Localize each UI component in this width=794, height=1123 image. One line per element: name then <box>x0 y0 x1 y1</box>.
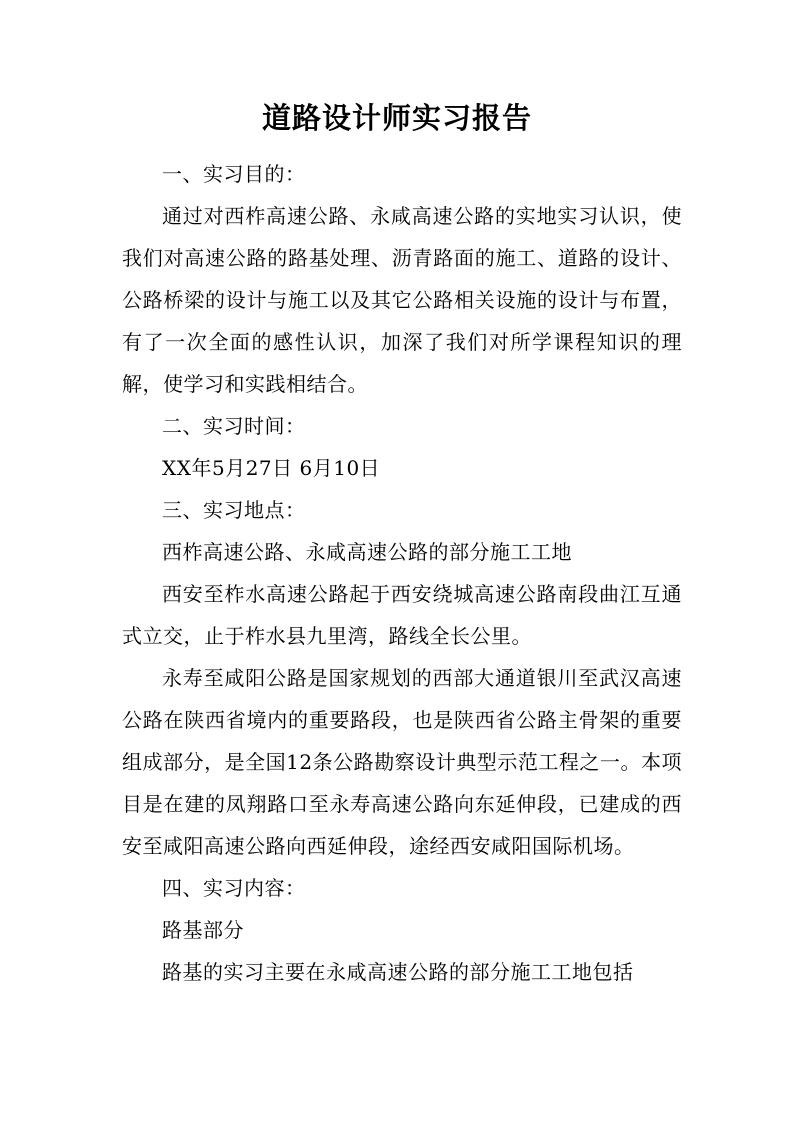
paragraph-location: 西柞高速公路、永咸高速公路的部分施工工地 <box>162 540 572 564</box>
paragraph-time: XX年5月27日 6月10日 <box>162 456 381 480</box>
paragraph-xizha-highway: 西安至柞水高速公路起于西安绕城高速公路南段曲江互通式立交，止于柞水县九里湾，路线全长公里。 <box>122 582 682 648</box>
section-heading-purpose: 一、实习目的： <box>162 162 306 186</box>
subheading-subgrade: 路基部分 <box>162 918 244 942</box>
paragraph-subgrade: 路基的实习主要在永咸高速公路的部分施工工地包括 <box>162 960 634 984</box>
section-heading-time: 二、实习时间： <box>162 414 306 438</box>
document-body <box>122 153 682 993</box>
document-title: 道路设计师实习报告 <box>261 101 532 135</box>
section-heading-content: 四、实习内容： <box>162 876 306 900</box>
paragraph-purpose: 通过对西柞高速公路、永咸高速公路的实地实习认识，使我们对高速公路的路基处理、沥青路面的施工、道路的设计、公路桥梁的设计与施工以及其它公路相关设施的设计与布置，有了一次全面的感性认识，加深了我们对所学课程知识的理解，使学习和实践相结合。 <box>122 204 682 396</box>
section-heading-location: 三、实习地点： <box>162 498 306 522</box>
paragraph-yongxian-highway: 永寿至咸阳公路是国家规划的西部大通道银川至武汉高速公路在陕西省境内的重要路段，也是陕西省公路主骨架的重要组成部分，是全国12条公路勘察设计典型示范工程之一。本项目是在建的凤翔路口至永寿高速公路向东延伸段，已建成的西安至咸阳高速公路向西延伸段，途经西安咸阳国际机场。 <box>122 666 682 858</box>
